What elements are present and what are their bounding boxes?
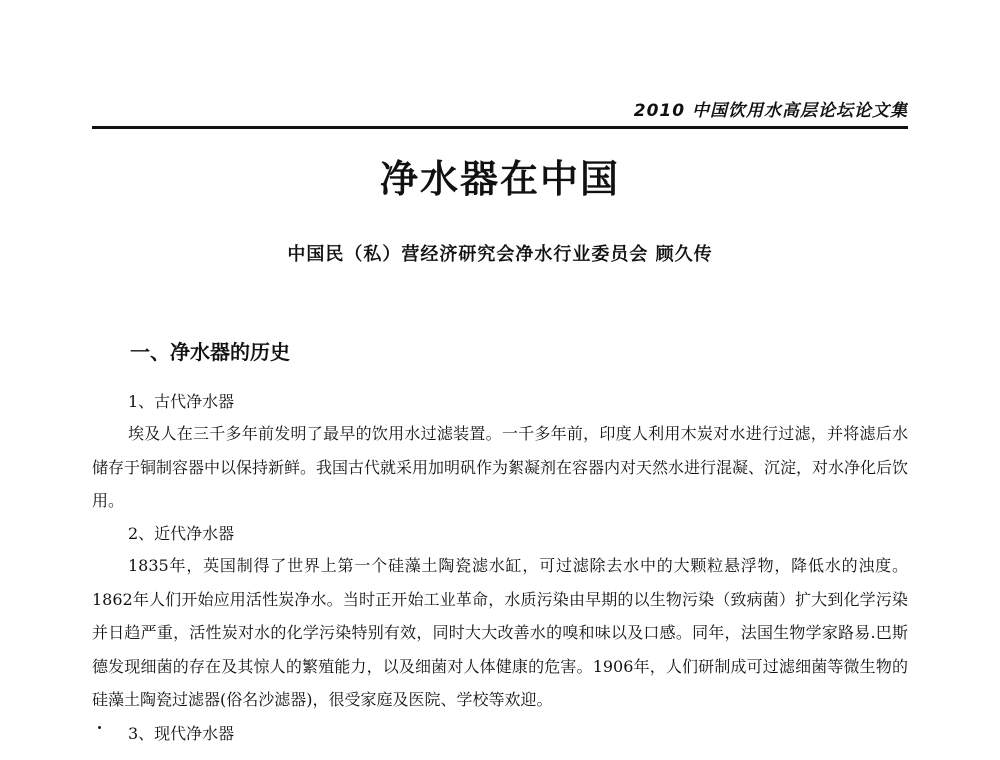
running-header: 2010 中国饮用水高层论坛论文集: [633, 101, 908, 121]
subheading-modern-early: 2、近代净水器: [128, 524, 235, 543]
paragraph-ancient: 埃及人在三千多年前发明了最早的饮用水过滤装置。一千多年前，印度人利用木炭对水进行过滤，并将滤后水储存于铜制容器中以保持新鲜。我国古代就采用加明矾作为絮凝剂在容器内对天然水进行混凝、沉淀，对水净化后饮用。: [92, 424, 909, 510]
author-byline: 中国民（私）营经济研究会净水行业委员会 顾久传: [287, 244, 713, 265]
header-rule: [92, 126, 908, 129]
section-heading-history: 一、净水器的历史: [130, 340, 290, 364]
article-title: 净水器在中国: [379, 156, 620, 201]
paragraph-modern-early: 1835年，英国制得了世界上第一个硅藻土陶瓷滤水缸，可过滤除去水中的大颗粒悬浮物，降低水的浊度。1862年人们开始应用活性炭净水。当时正开始工业革命，水质污染由早期的以生物污染（致病菌）扩大到化学污染并日趋严重，活性炭对水的化学污染特别有效，同时大大改善水的嗅和味以及口感。同年，法国生物学家路易.巴斯德发现细菌的存在及其惊人的繁殖能力，以及细菌对人体健康的危害。1906年，人们研制成可过滤细菌等微生物的硅藻土陶瓷过滤器(俗名沙滤器)，很受家庭及医院、学校等欢迎。: [92, 556, 908, 709]
subheading-ancient: 1、古代净水器: [128, 392, 235, 411]
scan-speck: [98, 726, 101, 729]
subheading-contemporary: 3、现代净水器: [128, 724, 235, 743]
